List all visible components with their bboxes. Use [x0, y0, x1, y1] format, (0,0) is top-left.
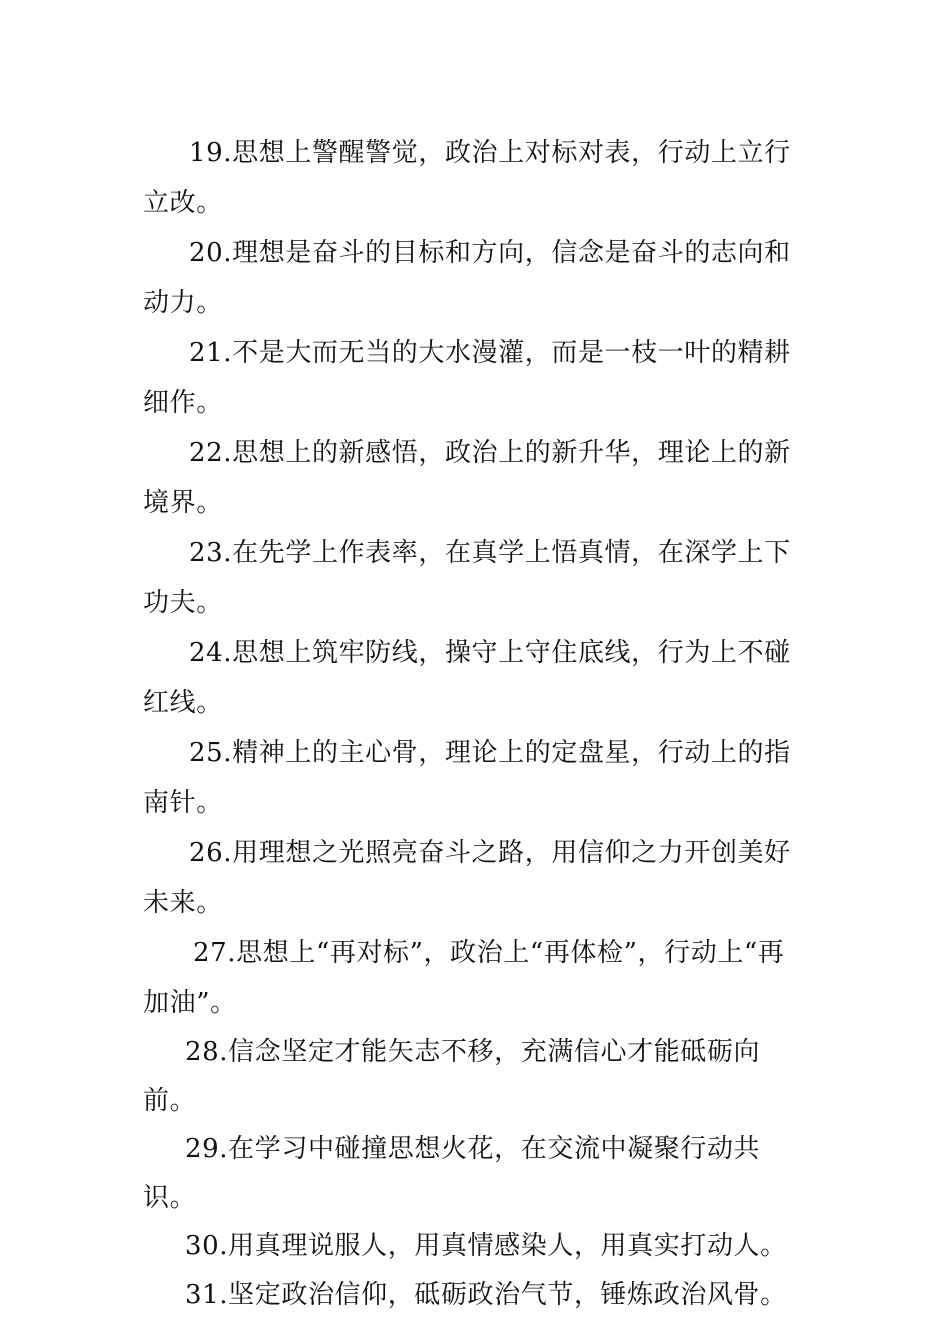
paragraph-23: 23.在先学上作表率，在真学上悟真情，在深学上下功夫。 [143, 538, 791, 618]
paragraph-21: 21.不是大而无当的大水漫灌，而是一枝一叶的精耕细作。 [143, 338, 791, 418]
paragraph-31: 31.坚定政治信仰，砥砺政治气节，锤炼政治风骨。 [185, 1279, 787, 1310]
document-body [143, 128, 809, 1319]
paragraph-29: 29.在学习中碰撞思想火花，在交流中凝聚行动共识。 [143, 1134, 761, 1213]
paragraph-24: 24.思想上筑牢防线，操守上守住底线，行为上不碰红线。 [143, 638, 791, 718]
paragraph-20: 20.理想是奋斗的目标和方向，信念是奋斗的志向和动力。 [143, 238, 791, 318]
paragraph-19: 19.思想上警醒警觉，政治上对标对表，行动上立行立改。 [143, 138, 791, 218]
paragraph-26: 26.用理想之光照亮奋斗之路，用信仰之力开创美好未来。 [143, 838, 791, 918]
paragraph-25: 25.精神上的主心骨，理论上的定盘星，行动上的指南针。 [143, 738, 791, 818]
paragraph-22: 22.思想上的新感悟，政治上的新升华，理论上的新境界。 [143, 438, 791, 518]
paragraph-27: 27.思想上“再对标”，政治上“再体检”，行动上“再加油”。 [143, 938, 785, 1018]
paragraph-30: 30.用真理说服人，用真情感染人，用真实打动人。 [185, 1231, 787, 1261]
paragraph-28: 28.信念坚定才能矢志不移，充满信心才能砥砺向前。 [143, 1037, 761, 1116]
